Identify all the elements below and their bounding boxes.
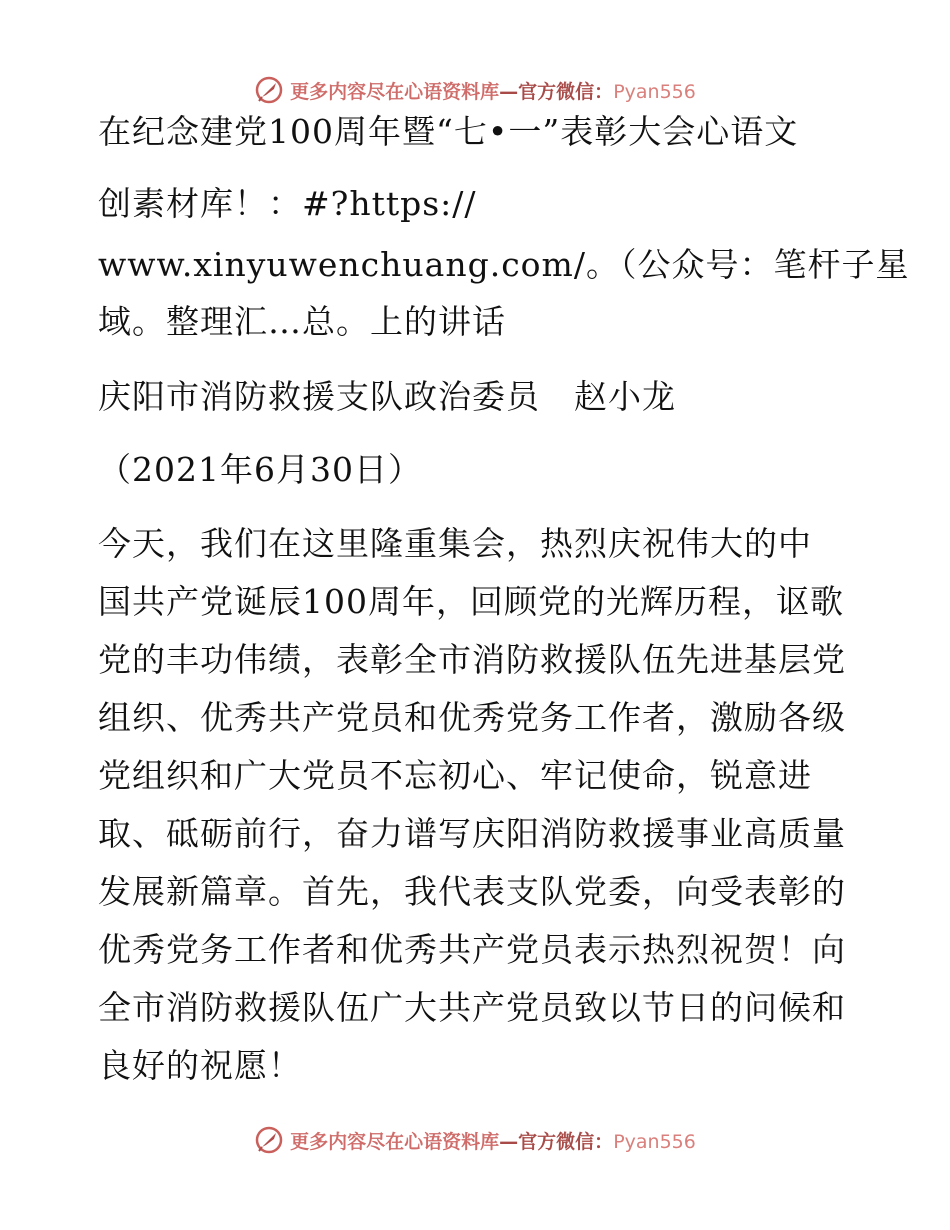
paragraph-line-8: 优秀党务工作者和优秀共产党员表示热烈祝贺！向 xyxy=(98,930,846,969)
title-line-2: 创素材库！：#?https:// xyxy=(98,184,477,223)
paragraph-line-6: 取、砥砺前行，奋力谱写庆阳消防救援事业高质量 xyxy=(98,814,846,853)
header-watermark xyxy=(0,70,950,110)
watermark-main-text: 更多内容尽在心语资料库 xyxy=(290,1130,500,1153)
watermark-official-text: —官方微信： xyxy=(499,80,614,103)
paragraph-line-10: 良好的祝愿！ xyxy=(98,1046,302,1085)
paragraph-line-2: 国共产党诞辰100周年，回顾党的光辉历程，讴歌 xyxy=(98,582,844,621)
title-line-4: 域。整理汇…总。上的讲话 xyxy=(98,302,506,341)
paragraph-line-9: 全市消防救援队伍广大共产党员致以节日的问候和 xyxy=(98,988,846,1027)
paragraph-line-1: 今天，我们在这里隆重集会，热烈庆祝伟大的中 xyxy=(98,524,812,563)
paragraph-line-5: 党组织和广大党员不忘初心、牢记使命，锐意进 xyxy=(98,756,812,795)
paragraph-line-3: 党的丰功伟绩，表彰全市消防救援队伍先进基层党 xyxy=(98,640,846,679)
paragraph-line-4: 组织、优秀共产党员和优秀党务工作者，激励各级 xyxy=(98,698,846,737)
footer-watermark xyxy=(0,1120,950,1160)
title-line-3: www.xinyuwenchuang.com/。（公众号：笔杆子星 xyxy=(98,245,910,284)
watermark-official-text: —官方微信： xyxy=(499,1130,614,1153)
watermark-main-text: 更多内容尽在心语资料库 xyxy=(290,80,500,103)
date-line: （2021年6月30日） xyxy=(98,450,422,489)
watermark-wechat-id: Pyan556 xyxy=(613,80,696,103)
quill-pen-icon xyxy=(254,1125,284,1155)
paragraph-line-7: 发展新篇章。首先，我代表支队党委，向受表彰的 xyxy=(98,872,846,911)
quill-pen-icon xyxy=(254,75,284,105)
speaker-line: 庆阳市消防救援支队政治委员 赵小龙 xyxy=(98,377,676,416)
watermark-wechat-id: Pyan556 xyxy=(613,1130,696,1153)
title-line-1: 在纪念建党100周年暨“七•一”表彰大会心语文 xyxy=(98,112,799,151)
